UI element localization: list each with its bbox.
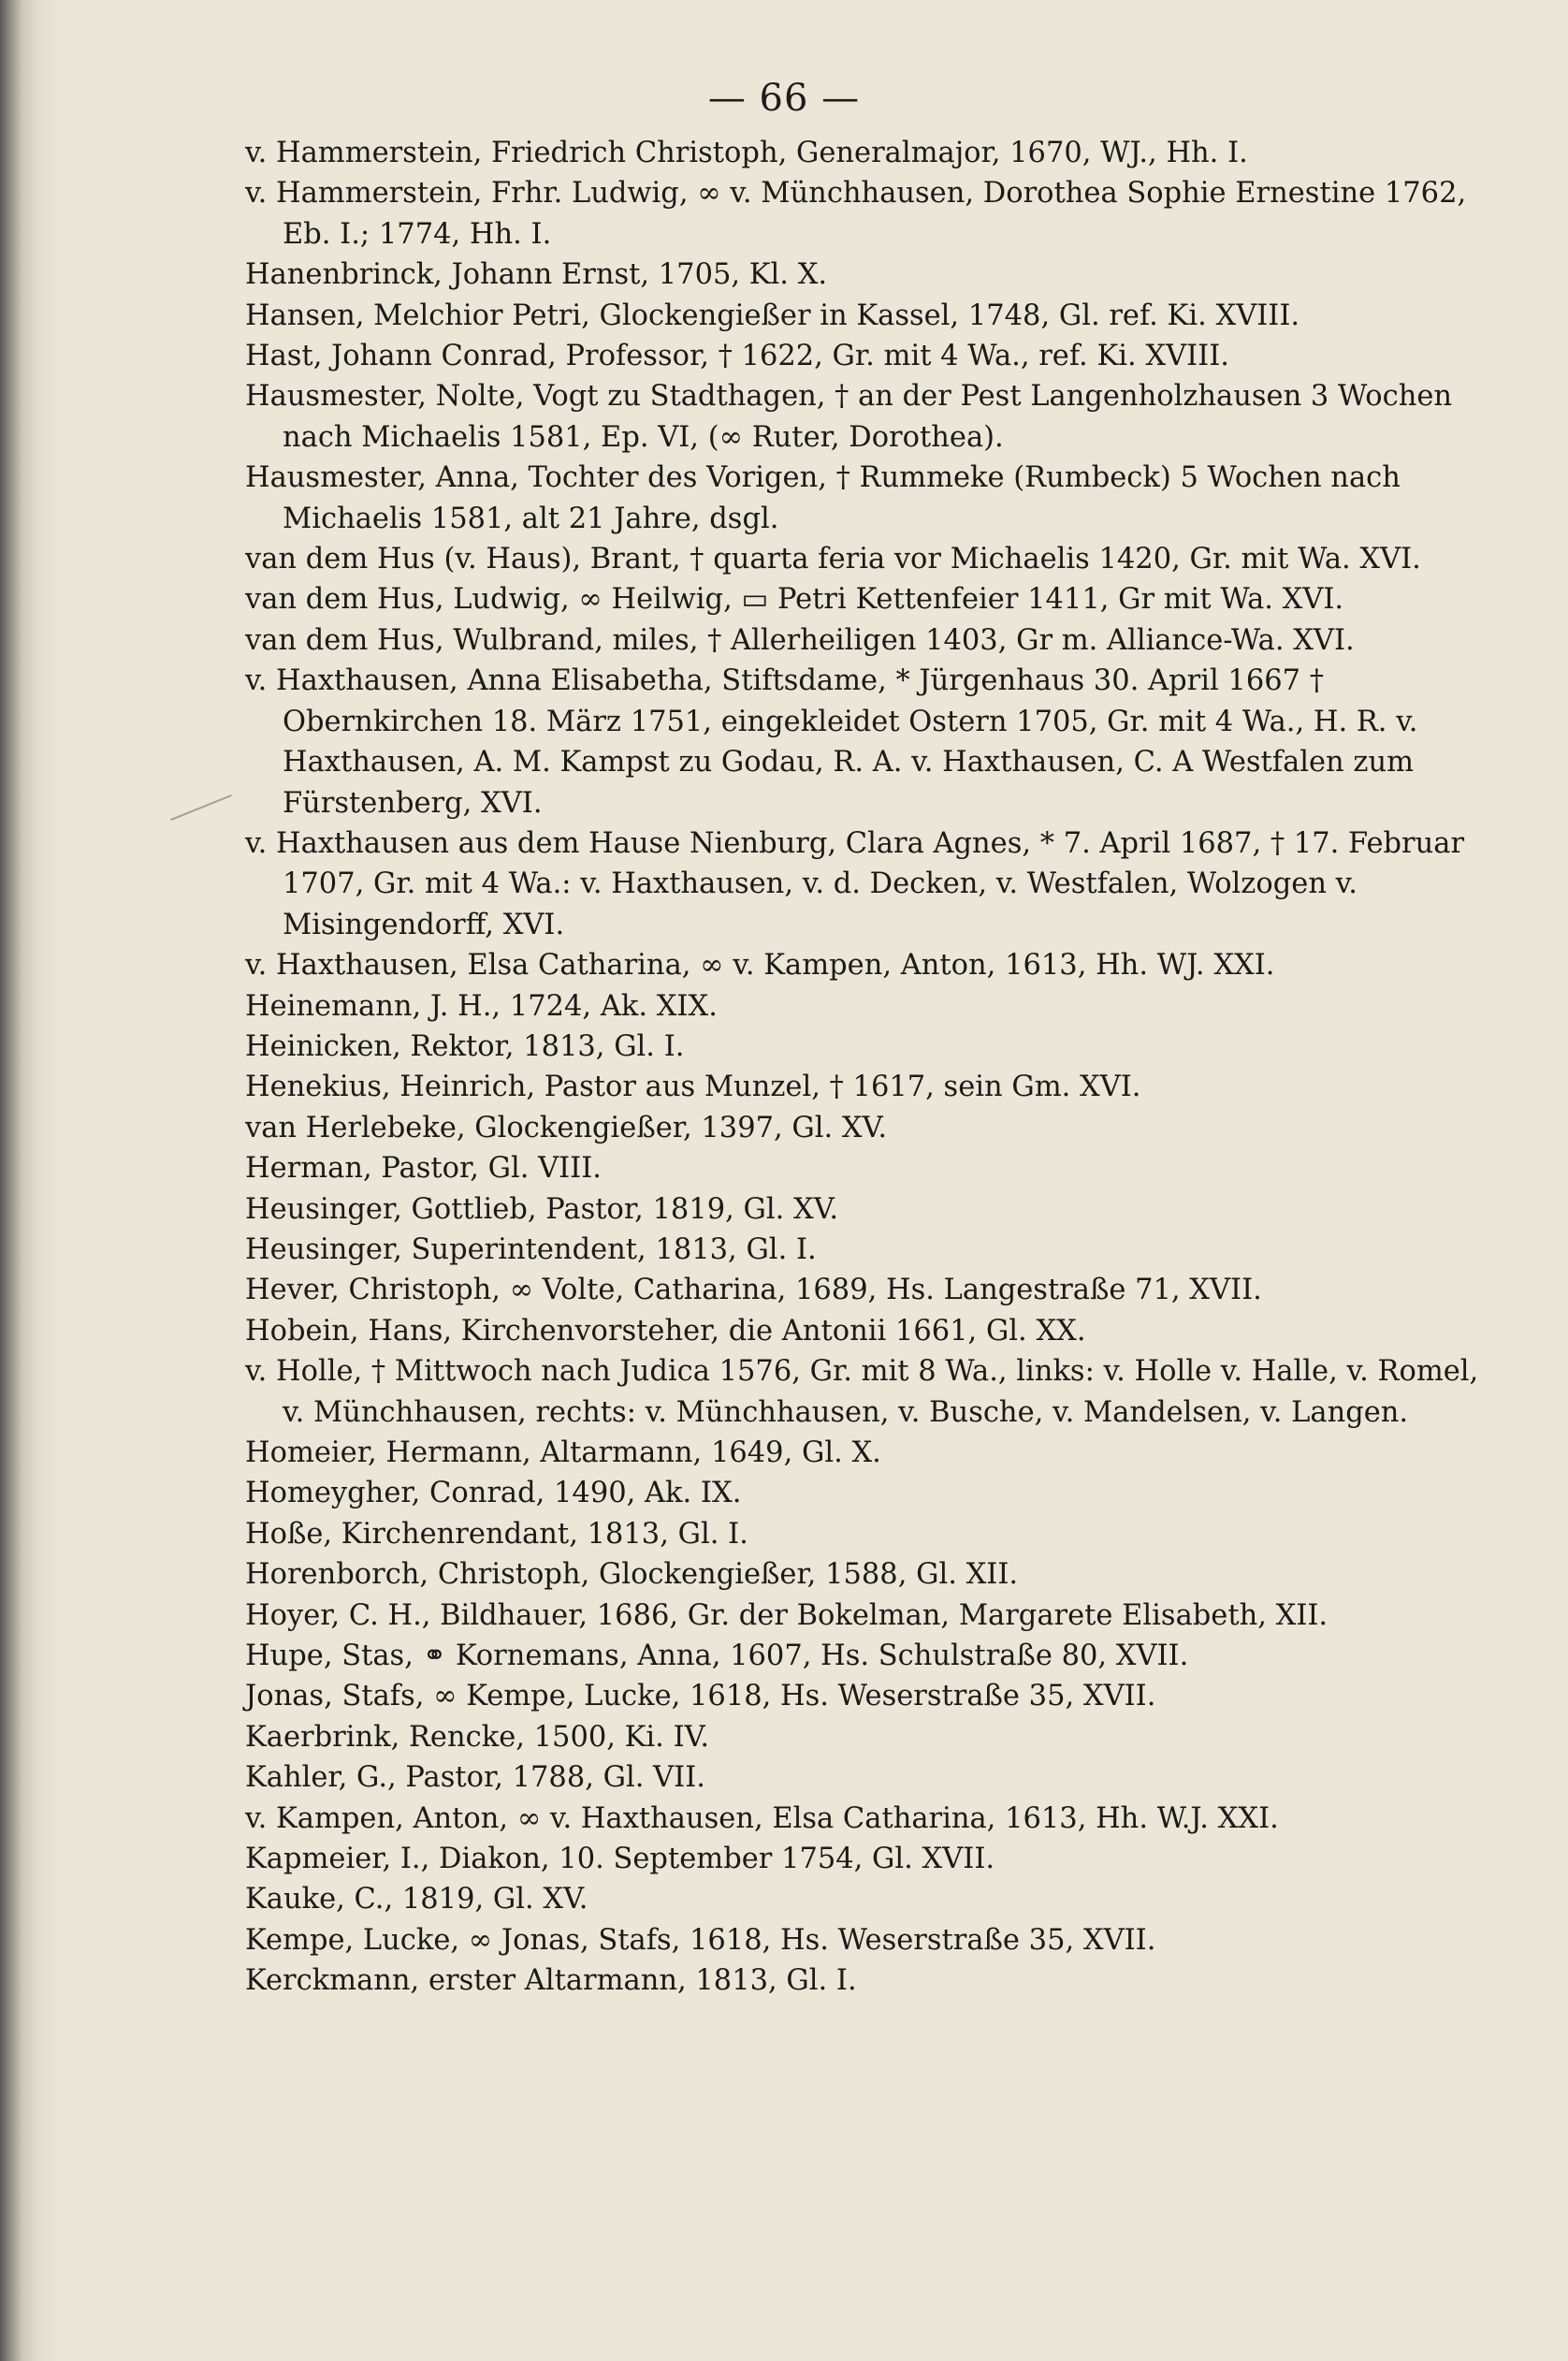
register-entry: Hansen, Melchior Petri, Glockengießer in Kassel, 1748, Gl. ref. Ki. XVIII.: [245, 299, 1300, 332]
register-entry: v. Holle, † Mittwoch nach Judica 1576, Gr. mit 8 Wa., links: v. Holle v. Halle, v. Romel, v. Münchhausen, rechts: v. Münchhausen, v. Busche, v. Mandelsen, v. Langen.: [245, 1355, 1479, 1429]
register-entry: v. Hammerstein, Frhr. Ludwig, ∞ v. Münchhausen, Dorothea Sophie Ernestine 1762, Eb. I.; 1774, Hh. I.: [245, 177, 1467, 251]
register-entry: Hoyer, C. H., Bildhauer, 1686, Gr. der Bokelman, Margarete Elisabeth, XII.: [245, 1598, 1328, 1632]
register-entry: Hast, Johann Conrad, Professor, † 1622, Gr. mit 4 Wa., ref. Ki. XVIII.: [245, 340, 1229, 373]
register-entry: Heinicken, Rektor, 1813, Gl. I.: [245, 1029, 685, 1063]
register-entry: Herman, Pastor, Gl. VIII.: [245, 1152, 602, 1186]
register-entry: Homeygher, Conrad, 1490, Ak. IX.: [245, 1477, 742, 1510]
register-entry: Hupe, Stas, ⚭ Kornemans, Anna, 1607, Hs. Schulstraße 80, XVII.: [245, 1640, 1189, 1673]
register-entry: v. Haxthausen aus dem Hause Nienburg, Clara Agnes, * 7. April 1687, † 17. Februar 1707, Gr. mit 4 Wa.: v. Haxthausen, v. d. Decken, v. Westfalen, Wolzogen v. Misingendorff, XVI.: [245, 826, 1465, 941]
register-entry: van dem Hus, Ludwig, ∞ Heilwig, ▭ Petri Kettenfeier 1411, Gr mit Wa. XVI.: [245, 583, 1344, 617]
register-entry: v. Kampen, Anton, ∞ v. Haxthausen, Elsa Catharina, 1613, Hh. W.J. XXI.: [245, 1801, 1279, 1835]
register-entry: van Herlebeke, Glockengießer, 1397, Gl. XV.: [245, 1111, 888, 1144]
register-entry: Heinemann, J. H., 1724, Ak. XIX.: [245, 989, 718, 1023]
register-entry: Heusinger, Gottlieb, Pastor, 1819, Gl. XV.: [245, 1192, 839, 1226]
register-entry: Kempe, Lucke, ∞ Jonas, Stafs, 1618, Hs. Weserstraße 35, XVII.: [245, 1923, 1156, 1957]
register-entry: Kaerbrink, Rencke, 1500, Ki. IV.: [245, 1720, 710, 1754]
register-entry: Hoße, Kirchenrendant, 1813, Gl. I.: [245, 1517, 748, 1551]
register-entry: Hobein, Hans, Kirchenvorsteher, die Antonii 1661, Gl. XX.: [245, 1314, 1086, 1348]
register-entry: v. Hammerstein, Friedrich Christoph, Generalmajor, 1670, WJ., Hh. I.: [245, 137, 1248, 169]
register-entry: v. Haxthausen, Elsa Catharina, ∞ v. Kampen, Anton, 1613, Hh. WJ. XXI.: [245, 949, 1275, 983]
register-entry: v. Haxthausen, Anna Elisabetha, Stiftsdame, * Jürgenhaus 30. April 1667 † Obernkirchen 18. März 1751, eingekleidet Ostern 1705, Gr. mit 4 Wa., H. R. v. Haxthausen, A. M. Kampst zu Godau, R. A. v. Haxthausen, C. A Westfalen zum Fürstenberg, XVI.: [245, 664, 1418, 820]
page-number: — 66 —: [707, 77, 861, 120]
register-entry: Heusinger, Superintendent, 1813, Gl. I.: [245, 1232, 817, 1266]
register-entry: van dem Hus (v. Haus), Brant, † quarta feria vor Michaelis 1420, Gr. mit Wa. XVI.: [245, 543, 1421, 576]
register-entry: van dem Hus, Wulbrand, miles, † Allerheiligen 1403, Gr m. Alliance-Wa. XVI.: [245, 623, 1355, 657]
register-entry: Hausmester, Nolte, Vogt zu Stadthagen, † an der Pest Langenholzhausen 3 Wochen nach Michaelis 1581, Ep. VI, (∞ Ruter, Dorothea).: [245, 380, 1453, 454]
register-entry: Hever, Christoph, ∞ Volte, Catharina, 1689, Hs. Langestraße 71, XVII.: [245, 1274, 1262, 1307]
register-entry: Horenborch, Christoph, Glockengießer, 1588, Gl. XII.: [245, 1558, 1019, 1592]
register-entries: [245, 133, 1480, 2002]
register-entry: Kapmeier, I., Diakon, 10. September 1754, Gl. XVII.: [245, 1843, 995, 1876]
register-entry: Jonas, Stafs, ∞ Kempe, Lucke, 1618, Hs. Weserstraße 35, XVII.: [245, 1680, 1156, 1713]
margin-pencil-mark: [170, 794, 232, 821]
register-entry: Henekius, Heinrich, Pastor aus Munzel, † 1617, sein Gm. XVI.: [245, 1071, 1141, 1104]
register-entry: Kerckmann, erster Altarmann, 1813, Gl. I.: [245, 1964, 857, 1998]
register-entry: Hausmester, Anna, Tochter des Vorigen, † Rummeke (Rumbeck) 5 Wochen nach Michaelis 1581, alt 21 Jahre, dsgl.: [245, 461, 1401, 535]
register-entry: Kauke, C., 1819, Gl. XV.: [245, 1883, 588, 1916]
register-entry: Kahler, G., Pastor, 1788, Gl. VII.: [245, 1761, 705, 1795]
register-entry: Homeier, Hermann, Altarmann, 1649, Gl. X.: [245, 1436, 881, 1469]
register-entry: Hanenbrinck, Johann Ernst, 1705, Kl. X.: [245, 258, 828, 292]
